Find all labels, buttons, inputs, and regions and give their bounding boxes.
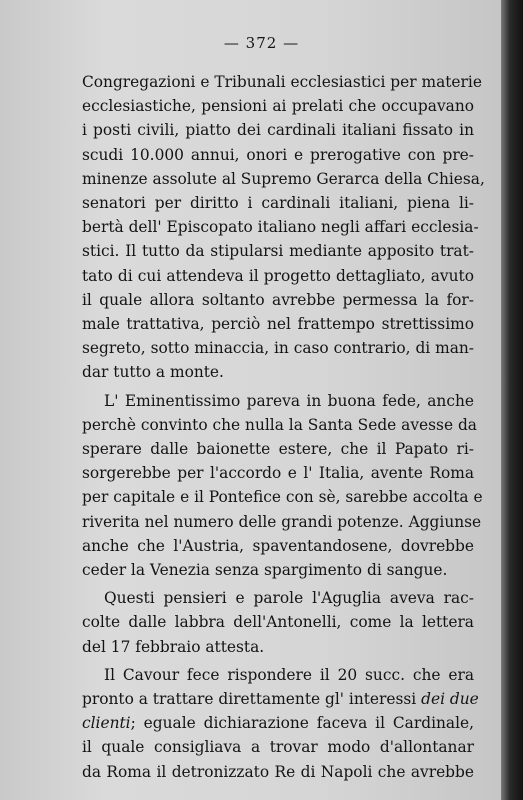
text-segment: ; eguale dichiarazione faceva il Cardinale, [130, 714, 474, 733]
text-line: anche che l'Austria, spaventandosene, dovrebbe [82, 536, 474, 555]
text-line: stici. Il tutto da stipularsi mediante apposito trat- [82, 242, 474, 261]
text-line: tato di cui attendeva il progetto dettagliato, avuto [82, 266, 474, 285]
text-line: ceder la Venezia senza spargimento di sangue. [82, 561, 448, 580]
text-line: i posti civili, piatto dei cardinali italiani fissato in [82, 121, 474, 140]
text-line: perchè convinto che nulla la Santa Sede avesse da [82, 415, 477, 434]
body-text [82, 70, 485, 784]
text-line: riverita nel numero delle grandi potenze. Aggiunse [82, 512, 482, 531]
text-line: colte dalle labbra dell'Antonelli, come la lettera [82, 613, 474, 632]
text-line: scudi 10.000 annui, onori e prerogative con pre- [82, 145, 474, 164]
text-line: segreto, sotto minaccia, in caso contrario, di man- [82, 339, 474, 358]
text-line: L' Eminentissimo pareva in buona fede, anche [104, 391, 474, 410]
text-line [82, 711, 474, 735]
text-line: male trattativa, perciò nel frattempo strettissimo [82, 315, 474, 334]
text-line: sperare dalle baionette estere, che il Papato ri- [82, 440, 474, 459]
text-line: per capitale e il Pontefice con sè, sarebbe accolta e [82, 488, 483, 507]
text-segment: pronto a trattare direttamente gl' interessi [82, 690, 422, 709]
text-line [82, 687, 479, 711]
text-line: Congregazioni e Tribunali ecclesiastici per materie [82, 73, 482, 91]
text-line: senatori per diritto i cardinali italiani, piena li- [82, 194, 474, 213]
page-number: — 372 — [223, 34, 300, 52]
text-line: da Roma il detronizzato Re di Napoli che avrebbe [82, 762, 474, 781]
text-line: minenze assolute al Supremo Gerarca della Chiesa, [82, 169, 485, 188]
text-line: Questi pensieri e parole l'Aguglia aveva rac- [104, 589, 474, 608]
page-edge-shadow [501, 0, 523, 800]
italic-text: dei due [421, 690, 479, 709]
text-line: bertà dell' Episcopato italiano negli affari ecclesia- [82, 218, 479, 237]
text-line: del 17 febbraio attesta. [82, 637, 265, 656]
text-line: il quale allora soltanto avrebbe permessa la for- [82, 290, 474, 309]
text-line: dar tutto a monte. [82, 363, 224, 382]
text-line: Il Cavour fece rispondere il 20 succ. che era [104, 665, 474, 684]
text-line: ecclesiastiche, pensioni ai prelati che occupavano [82, 97, 474, 116]
text-line: sorgerebbe per l'accordo e l' Italia, avente Roma [82, 464, 474, 483]
italic-text: clienti [82, 714, 131, 733]
text-line: il quale consigliava a trovar modo d'allontanar [82, 738, 474, 757]
